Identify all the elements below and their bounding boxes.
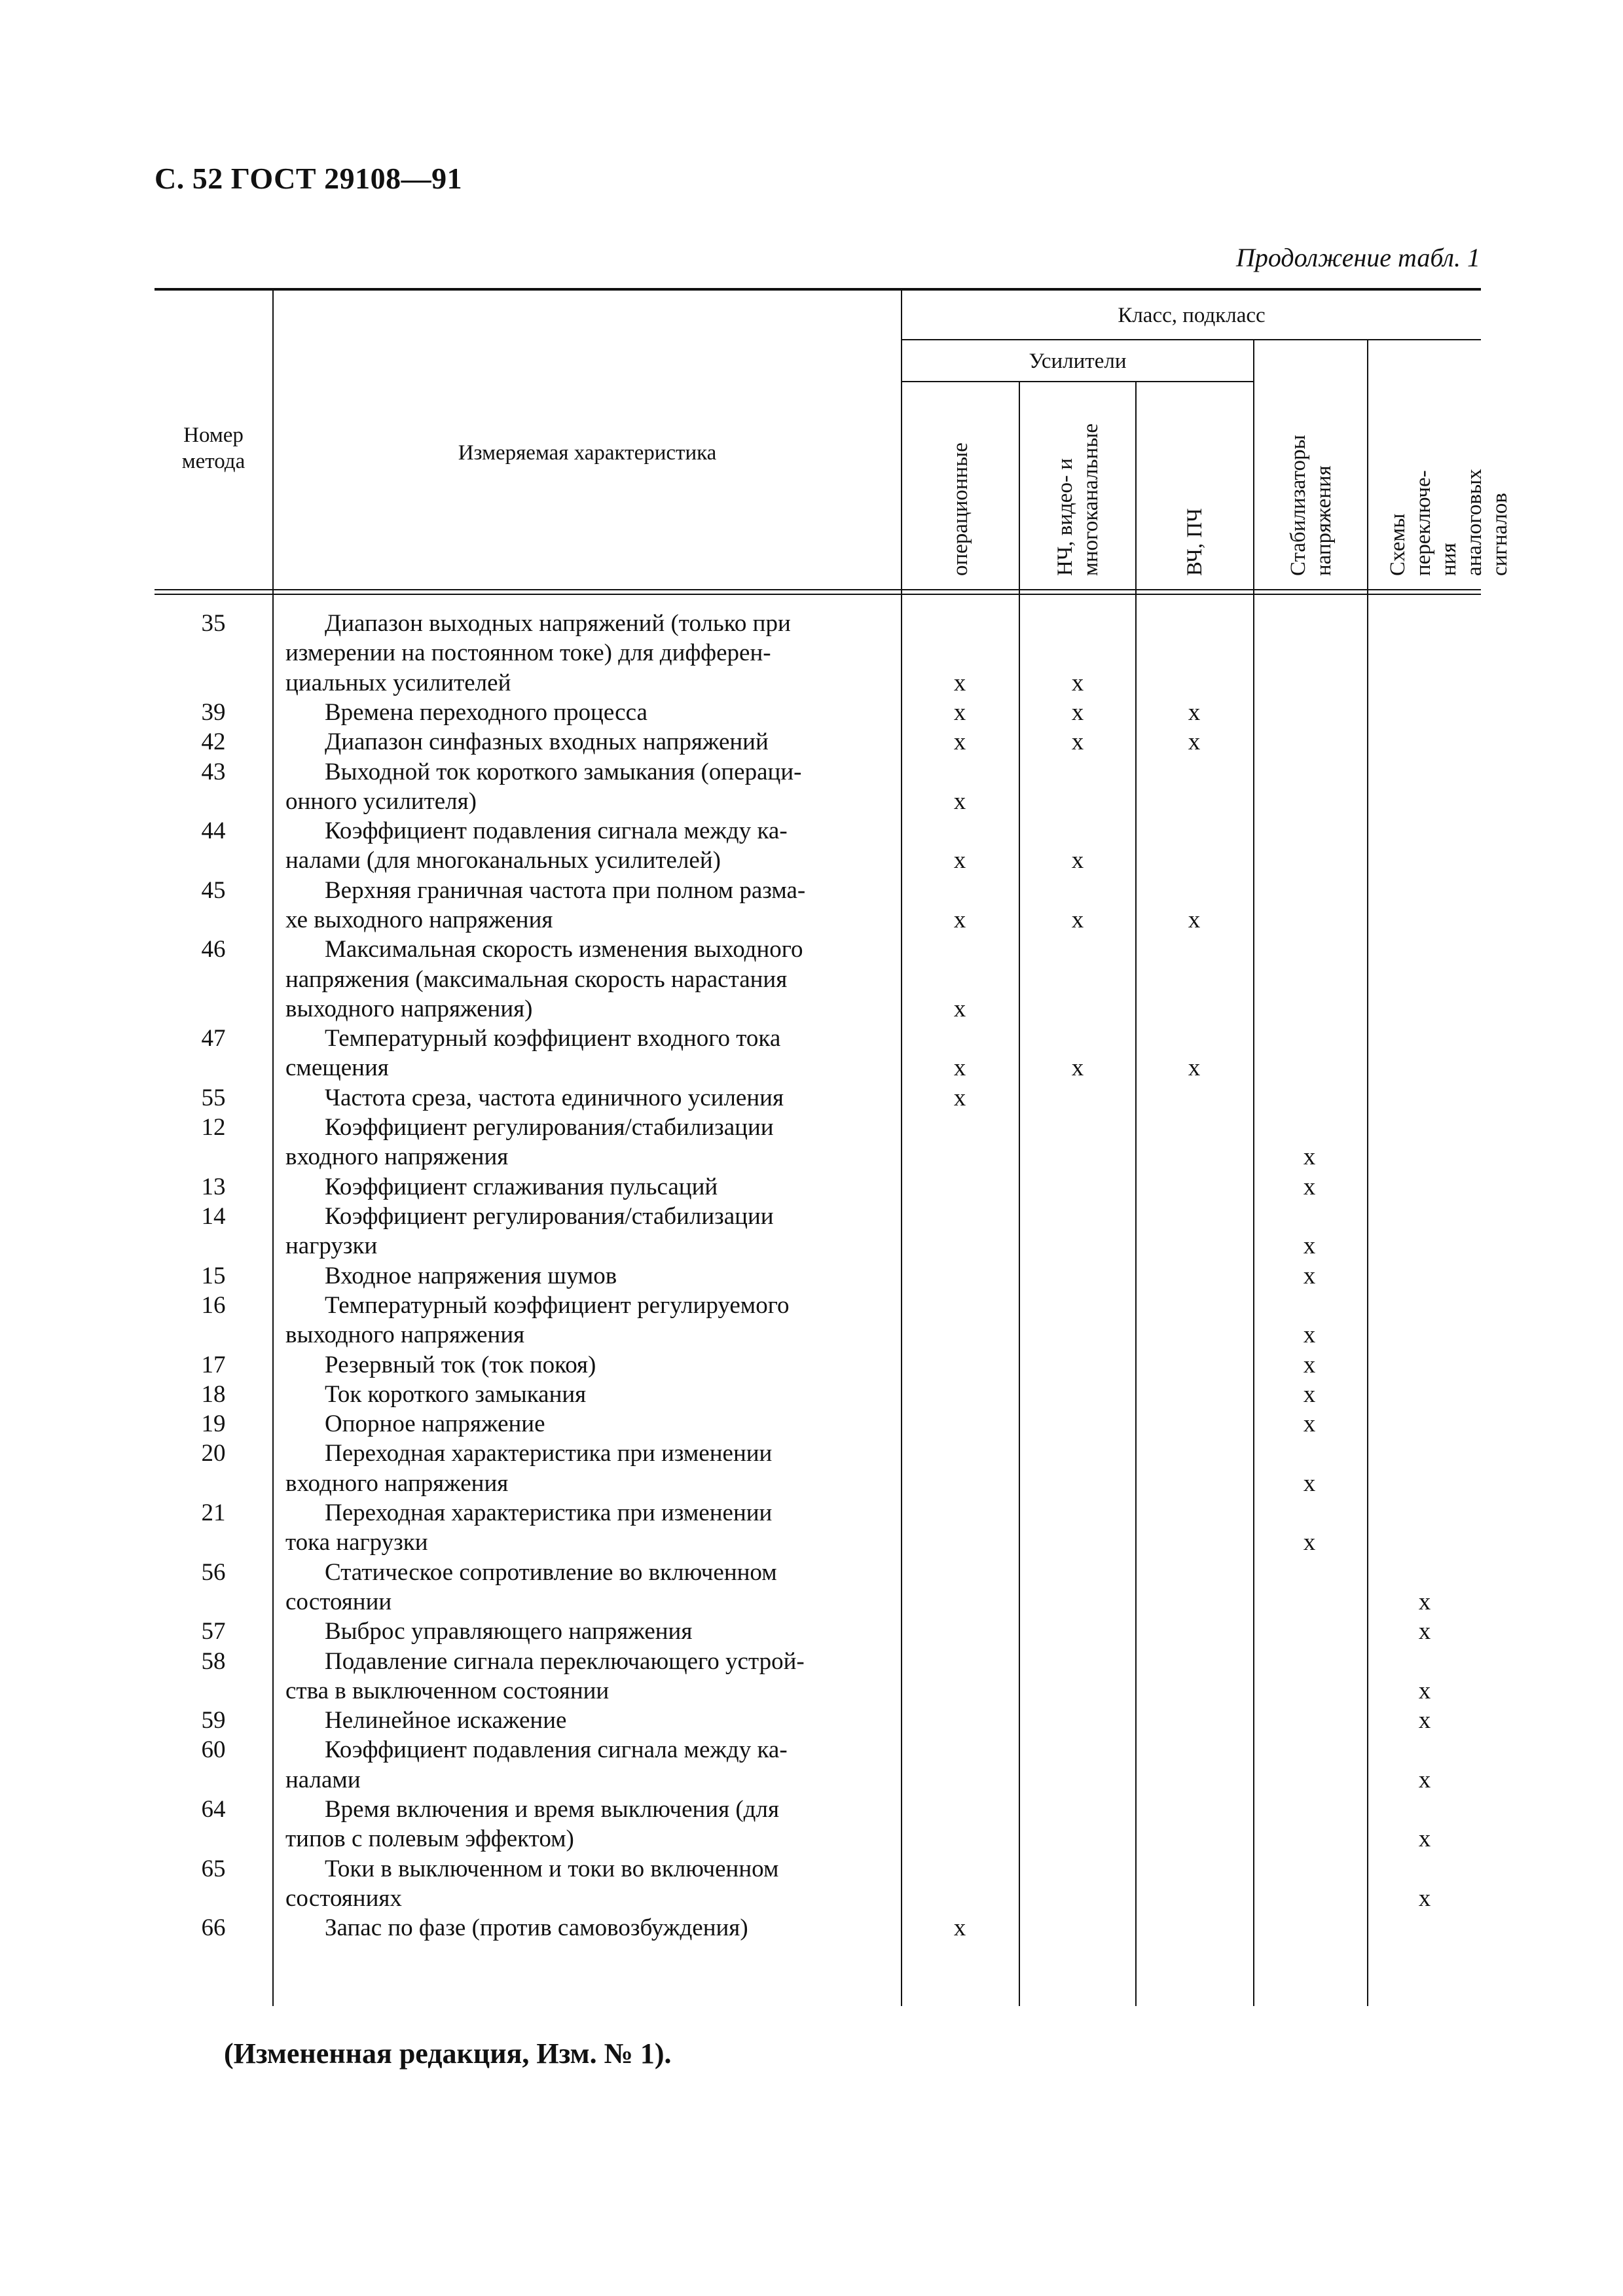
method-number: 55 [201, 1084, 226, 1111]
characteristic-line: налами [285, 1766, 361, 1793]
characteristic-text [285, 757, 1038, 817]
characteristic-text [285, 1261, 1038, 1291]
characteristic-text [285, 1439, 1038, 1498]
characteristic-text [285, 727, 1038, 757]
applicability-mark-stab: х [1303, 1262, 1316, 1289]
table-row [155, 1024, 1481, 1083]
characteristic-text [285, 1735, 1038, 1795]
table-row [155, 1706, 1481, 1735]
characteristic-text [285, 1617, 1038, 1646]
method-number: 14 [201, 1203, 226, 1230]
characteristic-line: Переходная характеристика при изменении [325, 1499, 773, 1526]
table-continuation-label: Продолжение табл. 1 [1235, 243, 1480, 272]
characteristic-line: Температурный коэффициент входного тока [325, 1025, 781, 1052]
table-row [155, 1558, 1481, 1617]
characteristic-text [285, 1291, 1038, 1350]
characteristic-line: Резервный ток (ток покоя) [325, 1351, 596, 1378]
method-number: 65 [201, 1855, 226, 1882]
table-row [155, 876, 1481, 935]
subheader-lf-video-multichannel: НЧ, видео- и многоканальные [1053, 423, 1103, 576]
table-top-border [155, 288, 1481, 291]
method-number: 44 [201, 817, 226, 845]
applicability-mark-op: х [953, 847, 966, 874]
applicability-mark-stab: х [1303, 1410, 1316, 1438]
table-row [155, 757, 1481, 817]
characteristic-line: выходного напряжения [285, 1321, 525, 1349]
characteristic-line: тока нагрузки [285, 1529, 428, 1556]
column-header-characteristic: Измеряемая характеристика [458, 441, 717, 465]
characteristic-text [285, 1083, 1038, 1113]
characteristic-text [285, 1498, 1038, 1558]
applicability-mark-op: х [953, 698, 966, 726]
applicability-mark-hf: х [1188, 1054, 1201, 1082]
method-number: 43 [201, 758, 226, 785]
table-row [155, 1380, 1481, 1409]
characteristic-text [285, 698, 1038, 727]
characteristic-line: напряжения (максимальная скорость нарастания [285, 965, 788, 993]
characteristic-text [285, 1024, 1038, 1083]
characteristic-line: нагрузки [285, 1232, 378, 1260]
table-row [155, 609, 1481, 698]
characteristic-line: Подавление сигнала переключающего устрой- [325, 1647, 805, 1675]
applicability-mark-op: х [953, 995, 966, 1022]
characteristic-text [285, 1113, 1038, 1172]
table-row [155, 1617, 1481, 1646]
class-header-divider [901, 339, 1481, 340]
class-subclass-header: Класс, подкласс [1118, 304, 1266, 327]
characteristic-line: состоянии [285, 1588, 392, 1615]
applicability-mark-stab: х [1303, 1173, 1316, 1200]
characteristic-line: выходного напряжения) [285, 995, 533, 1022]
applicability-mark-lf: х [1071, 847, 1084, 874]
table-row [155, 1202, 1481, 1261]
method-number: 12 [201, 1114, 226, 1141]
characteristic-line: Верхняя граничная частота при полном разма- [325, 876, 806, 904]
subheader-operational: операционные [949, 442, 972, 576]
applicability-mark-op: х [953, 1084, 966, 1111]
applicability-mark-op: х [953, 669, 966, 696]
method-number: 66 [201, 1914, 226, 1942]
characteristic-text [285, 1795, 1038, 1854]
characteristics-table [155, 288, 1512, 2006]
amendment-note: (Измененная редакция, Изм. № 1). [224, 2037, 672, 2070]
table-row [155, 698, 1481, 727]
applicability-mark-lf: х [1071, 728, 1084, 756]
characteristic-line: Температурный коэффициент регулируемого [325, 1291, 790, 1319]
characteristic-line: онного усилителя) [285, 787, 477, 815]
characteristic-text [285, 1913, 1038, 1943]
characteristic-text [285, 1172, 1038, 1202]
characteristic-line: Частота среза, частота единичного усиления [325, 1084, 784, 1111]
characteristic-line: Коэффициент регулирования/стабилизации [325, 1114, 774, 1141]
applicability-mark-lf: х [1071, 1054, 1084, 1082]
applicability-mark-sw: х [1418, 1707, 1431, 1734]
table-row [155, 1498, 1481, 1558]
applicability-mark-lf: х [1071, 906, 1084, 933]
characteristic-text [285, 1409, 1038, 1439]
characteristic-line: Токи в выключенном и токи во включенном [325, 1855, 779, 1882]
method-number: 56 [201, 1558, 226, 1586]
page-header: С. 52 ГОСТ 29108—91 [155, 162, 463, 195]
table-row [155, 1795, 1481, 1854]
applicability-mark-lf: х [1071, 698, 1084, 726]
method-number: 20 [201, 1440, 226, 1467]
characteristic-text [285, 816, 1038, 876]
table-row [155, 1735, 1481, 1795]
characteristic-text [285, 1350, 1038, 1380]
table-row [155, 1409, 1481, 1439]
applicability-mark-op: х [953, 728, 966, 756]
method-number: 16 [201, 1291, 226, 1319]
characteristic-text [285, 609, 1038, 698]
subheader-analog-switches: Схемы переключе- ния аналоговых сигналов [1386, 469, 1512, 576]
characteristic-line: ства в выключенном состоянии [285, 1677, 610, 1704]
method-number: 46 [201, 936, 226, 963]
method-number: 64 [201, 1796, 226, 1823]
characteristic-line: Ток короткого замыкания [325, 1380, 587, 1408]
characteristic-line: Диапазон синфазных входных напряжений [325, 728, 769, 756]
method-number: 58 [201, 1647, 226, 1675]
characteristic-line: Запас по фазе (против самовозбуждения) [325, 1914, 748, 1942]
characteristic-line: Опорное напряжение [325, 1410, 545, 1438]
applicability-mark-sw: х [1418, 1588, 1431, 1615]
table-row [155, 1350, 1481, 1380]
characteristic-line: Коэффициент подавления сигнала между ка- [325, 817, 788, 845]
applicability-mark-op: х [953, 787, 966, 815]
applicability-mark-stab: х [1303, 1321, 1316, 1349]
characteristic-line: смещения [285, 1054, 389, 1082]
applicability-mark-stab: х [1303, 1380, 1316, 1408]
method-number: 13 [201, 1173, 226, 1200]
method-number: 21 [201, 1499, 226, 1526]
table-row [155, 1113, 1481, 1172]
header-bottom-border-2 [155, 594, 1481, 595]
subheader-voltage-stabilizers: Стабилизаторы напряжения [1286, 435, 1336, 576]
characteristic-line: Выходной ток короткого замыкания (операци- [325, 758, 802, 785]
characteristic-line: входного напряжения [285, 1469, 509, 1497]
applicability-mark-stab: х [1303, 1143, 1316, 1171]
characteristic-line: измерении на постоянном токе) для дифферен- [285, 639, 771, 667]
table-row [155, 935, 1481, 1024]
method-number: 39 [201, 698, 226, 726]
characteristic-text [285, 1706, 1038, 1735]
characteristic-line: Статическое сопротивление во включенном [325, 1558, 777, 1586]
applicability-mark-stab: х [1303, 1351, 1316, 1378]
applicability-mark-sw: х [1418, 1618, 1431, 1645]
applicability-mark-sw: х [1418, 1825, 1431, 1853]
applicability-mark-hf: х [1188, 728, 1201, 756]
characteristic-line: Переходная характеристика при изменении [325, 1440, 773, 1467]
characteristic-line: типов с полевым эффектом) [285, 1825, 574, 1853]
characteristic-line: Диапазон выходных напряжений (только при [325, 610, 791, 637]
applicability-mark-stab: х [1303, 1469, 1316, 1497]
subheader-hf-if: ВЧ, ПЧ [1183, 508, 1207, 576]
method-number: 15 [201, 1262, 226, 1289]
method-number: 59 [201, 1707, 226, 1734]
table-row [155, 1083, 1481, 1113]
applicability-mark-stab: х [1303, 1529, 1316, 1556]
method-number: 45 [201, 876, 226, 904]
applicability-mark-sw: х [1418, 1677, 1431, 1704]
characteristic-text [285, 876, 1038, 935]
table-row [155, 1291, 1481, 1350]
characteristic-line: Времена переходного процесса [325, 698, 647, 726]
method-number: 47 [201, 1025, 226, 1052]
method-number: 17 [201, 1351, 226, 1378]
applicability-mark-sw: х [1418, 1766, 1431, 1793]
characteristic-text [285, 935, 1038, 1024]
table-row [155, 727, 1481, 757]
characteristic-line: Коэффициент сглаживания пульсаций [325, 1173, 718, 1200]
applicability-mark-hf: х [1188, 906, 1201, 933]
table-row [155, 1913, 1481, 1943]
table-row [155, 1439, 1481, 1498]
applicability-mark-op: х [953, 906, 966, 933]
method-number: 35 [201, 610, 226, 637]
applicability-mark-op: х [953, 1914, 966, 1942]
applicability-mark-sw: х [1418, 1884, 1431, 1912]
characteristic-text [285, 1558, 1038, 1617]
method-number: 19 [201, 1410, 226, 1438]
method-number: 18 [201, 1380, 226, 1408]
applicability-mark-stab: х [1303, 1232, 1316, 1260]
characteristic-line: налами (для многоканальных усилителей) [285, 847, 721, 874]
method-number: 60 [201, 1736, 226, 1764]
applicability-mark-hf: х [1188, 698, 1201, 726]
characteristic-line: Коэффициент регулирования/стабилизации [325, 1203, 774, 1230]
characteristic-line: Коэффициент подавления сигнала между ка- [325, 1736, 788, 1764]
characteristic-text [285, 1380, 1038, 1409]
table-row [155, 816, 1481, 876]
applicability-mark-lf: х [1071, 669, 1084, 696]
characteristic-line: состояниях [285, 1884, 402, 1912]
characteristic-line: Выброс управляющего напряжения [325, 1618, 693, 1645]
characteristic-line: Время включения и время выключения (для [325, 1796, 779, 1823]
table-row [155, 1854, 1481, 1914]
characteristic-line: хе выходного напряжения [285, 906, 553, 933]
characteristic-line: Нелинейное искажение [325, 1707, 567, 1734]
header-bottom-border [155, 589, 1481, 590]
applicability-mark-op: х [953, 1054, 966, 1082]
characteristic-text [285, 1854, 1038, 1914]
table-row [155, 1261, 1481, 1291]
table-row [155, 1647, 1481, 1706]
method-number: 42 [201, 728, 226, 756]
method-number: 57 [201, 1618, 226, 1645]
characteristic-text [285, 1647, 1038, 1706]
characteristic-line: Максимальная скорость изменения выходного [325, 936, 803, 963]
characteristic-text [285, 1202, 1038, 1261]
characteristic-line: входного напряжения [285, 1143, 509, 1171]
amplifiers-divider [901, 381, 1253, 382]
table-row [155, 1172, 1481, 1202]
amplifiers-header: Усилители [1029, 350, 1127, 373]
characteristic-line: циальных усилителей [285, 669, 511, 696]
column-header-method: Номер метода [181, 423, 246, 473]
characteristic-line: Входное напряжения шумов [325, 1262, 617, 1289]
